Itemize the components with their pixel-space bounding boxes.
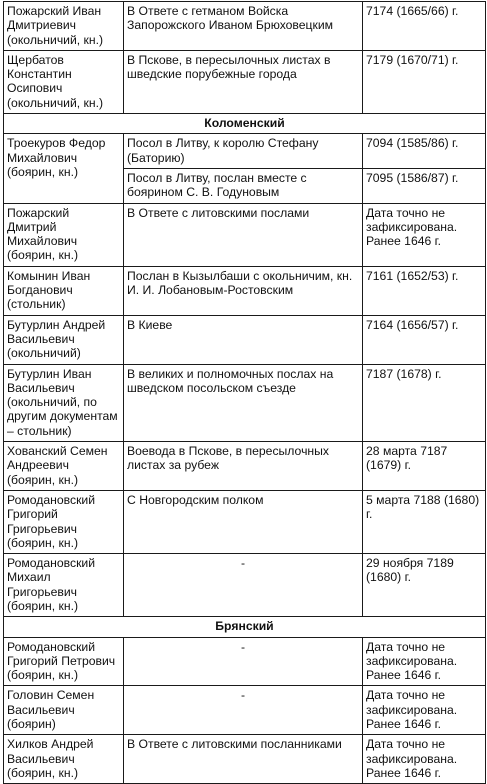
event-cell: - <box>124 686 363 735</box>
table-row <box>4 490 486 553</box>
date-cell: 5 марта 7188 (1680) г. <box>363 490 486 553</box>
date-cell: 7164 (1656/57) г. <box>363 315 486 364</box>
date-cell: 7179 (1670/71) г. <box>363 50 486 113</box>
date-cell: Дата точно не зафиксирована. Ранее 1646 г. <box>363 686 486 735</box>
table-row <box>4 50 486 113</box>
date-cell: 7095 (1586/87) г. <box>363 168 486 203</box>
date-cell: 29 ноября 7189 (1680) г. <box>363 554 486 617</box>
person-cell: Хилков Андрей Васильевич (боярин, кн.) <box>4 735 124 784</box>
event-cell: В великих и полномочных послах на шведском посольском съезде <box>124 364 363 441</box>
person-cell: Пожарский Иван Дмитриевич (окольничий, кн.) <box>4 2 124 51</box>
table-row <box>4 442 486 491</box>
table-row <box>4 203 486 266</box>
event-cell: С Новгородским полком <box>124 490 363 553</box>
table-row <box>4 686 486 735</box>
event-cell: Послан в Кызылбаши с окольничим, кн. И. И. Лобановым-Ростовским <box>124 266 363 315</box>
table-row <box>4 637 486 686</box>
date-cell: 7187 (1678) г. <box>363 364 486 441</box>
date-cell: 28 марта 7187 (1679) г. <box>363 442 486 491</box>
date-cell: 7161 (1652/53) г. <box>363 266 486 315</box>
event-cell: Посол в Литву, к королю Стефану (Баторию) <box>124 134 363 169</box>
event-cell: - <box>124 637 363 686</box>
date-cell: 7094 (1585/86) г. <box>363 134 486 169</box>
table-row <box>4 315 486 364</box>
person-cell: Бутурлин Андрей Васильевич (окольничий) <box>4 315 124 364</box>
person-cell: Головин Семен Васильевич (боярин) <box>4 686 124 735</box>
event-cell: Посол в Литву, послан вместе с боярином С. В. Годуновым <box>124 168 363 203</box>
event-cell: В Ответе с литовскими посланниками <box>124 735 363 784</box>
person-cell: Пожарский Дмитрий Михайлович (боярин, кн.) <box>4 203 124 266</box>
date-cell: Дата точно не зафиксирована. Ранее 1646 г. <box>363 203 486 266</box>
section-title: Коломенский <box>4 114 486 134</box>
person-cell: Ромодановский Григорий Петрович (боярин, кн.) <box>4 637 124 686</box>
table-body <box>4 2 486 784</box>
date-cell: 7174 (1665/66) г. <box>363 2 486 51</box>
date-cell: Дата точно не зафиксирована. Ранее 1646 г. <box>363 735 486 784</box>
event-cell: В Ответе с литовскими послами <box>124 203 363 266</box>
event-cell: - <box>124 554 363 617</box>
event-cell: Воевода в Пскове, в пересылочных листах за рубеж <box>124 442 363 491</box>
person-cell: Ромодановский Григорий Григорьевич (боярин, кн.) <box>4 490 124 553</box>
table-row <box>4 554 486 617</box>
person-cell: Щербатов Константин Осипович (окольничий, кн.) <box>4 50 124 113</box>
appointments-table <box>3 1 486 784</box>
table-row <box>4 134 486 169</box>
section-title: Брянский <box>4 617 486 637</box>
person-cell: Троекуров Федор Михайлович (боярин, кн.) <box>4 134 124 203</box>
table-row <box>4 735 486 784</box>
person-cell: Хованский Семен Андреевич (боярин, кн.) <box>4 442 124 491</box>
person-cell: Бутурлин Иван Васильевич (окольничий, по другим документам – стольник) <box>4 364 124 441</box>
table-row <box>4 266 486 315</box>
table-row <box>4 2 486 51</box>
table-row <box>4 364 486 441</box>
event-cell: В Киеве <box>124 315 363 364</box>
person-cell: Комынин Иван Богданович (стольник) <box>4 266 124 315</box>
date-cell: Дата точно не зафиксирована. Ранее 1646 г. <box>363 637 486 686</box>
person-cell: Ромодановский Михаил Григорьевич (боярин, кн.) <box>4 554 124 617</box>
section-row <box>4 114 486 134</box>
event-cell: В Пскове, в пересылочных листах в шведские порубежные города <box>124 50 363 113</box>
event-cell: В Ответе с гетманом Войска Запорожского Иваном Брюховецким <box>124 2 363 51</box>
section-row <box>4 617 486 637</box>
